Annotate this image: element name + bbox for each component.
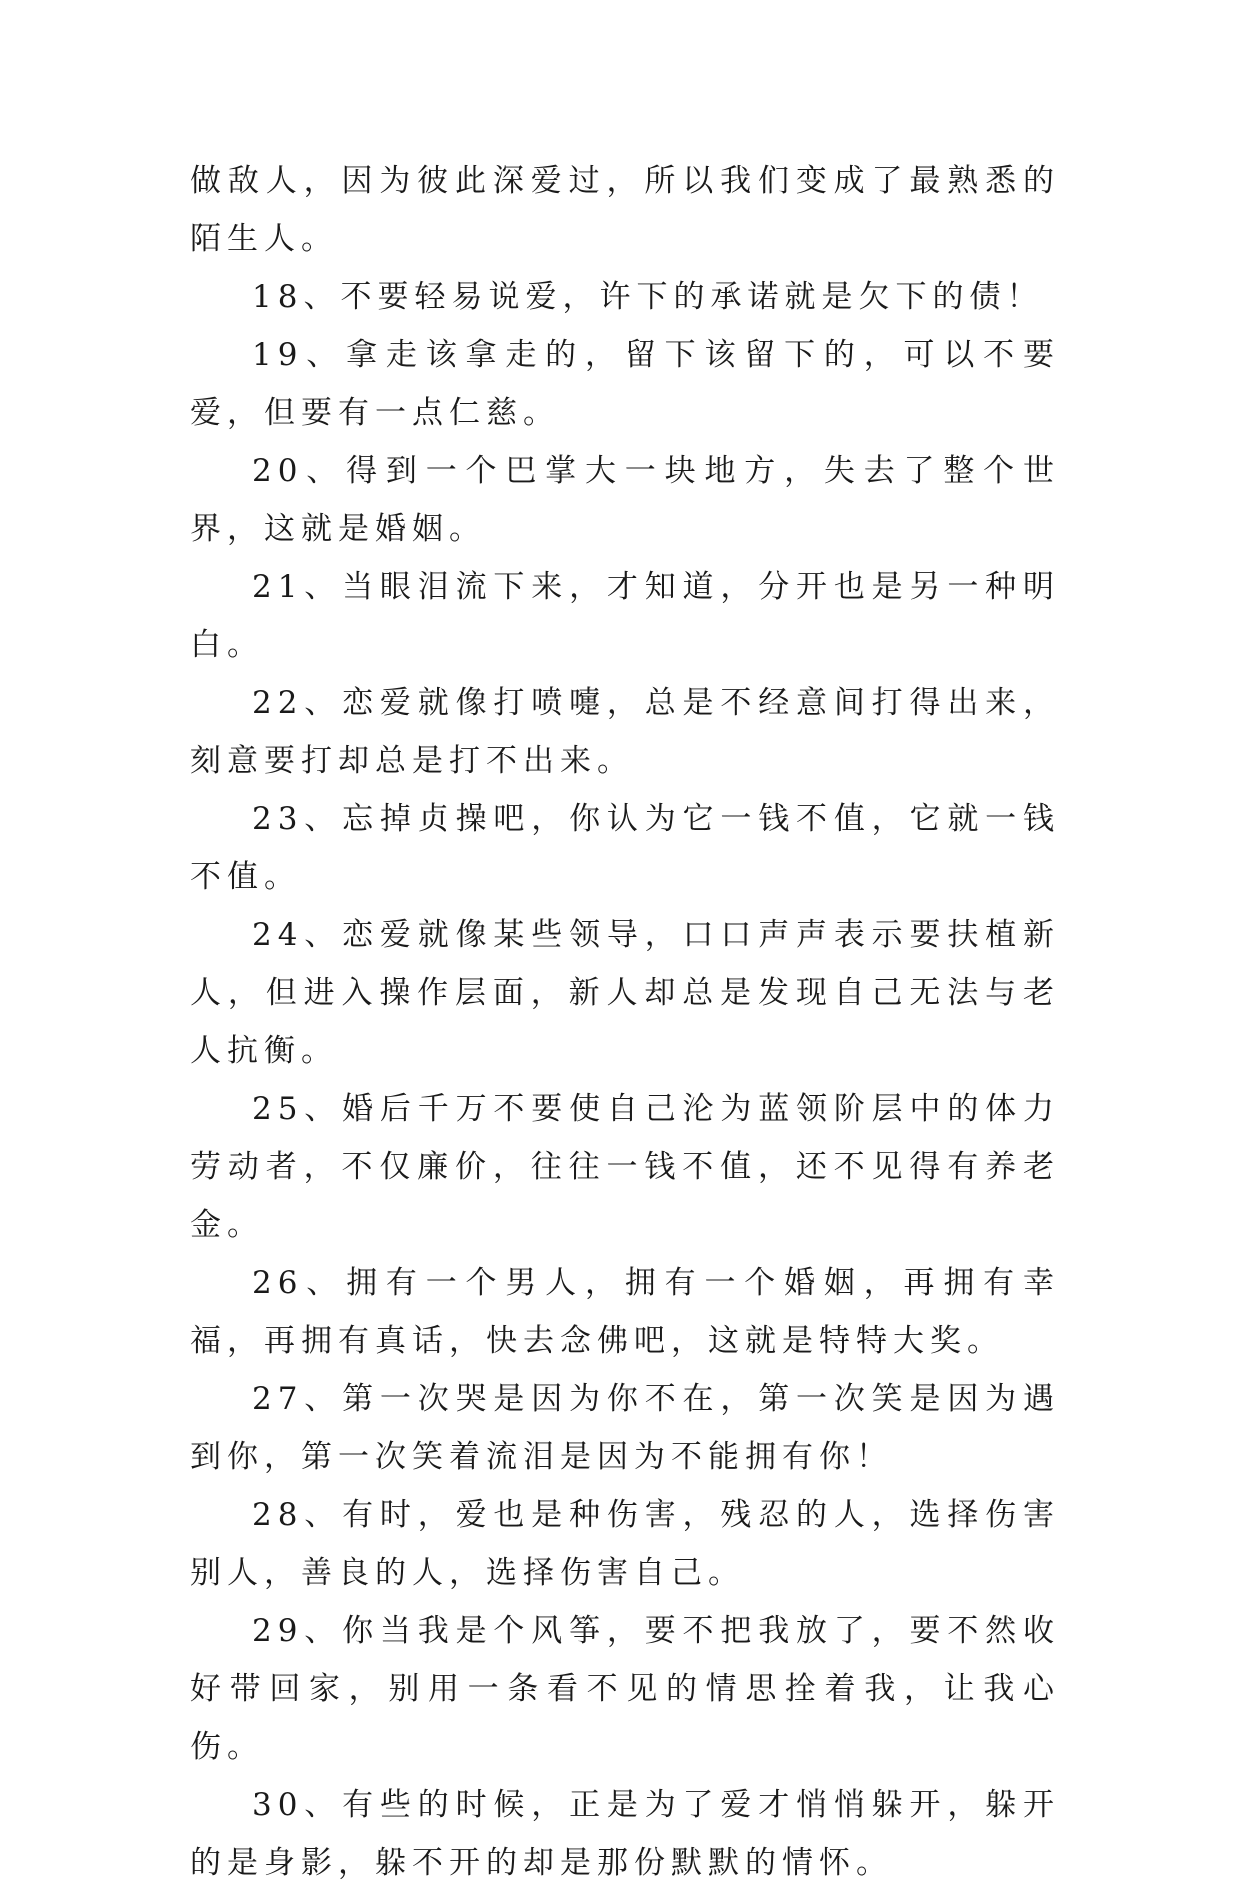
paragraph-27: 27、第一次哭是因为你不在，第一次笑是因为遇到你，第一次笑着流泪是因为不能拥有你！ [190, 1381, 1060, 1475]
paragraph-24: 24、恋爱就像某些领导，口口声声表示要扶植新人，但进入操作层面，新人却总是发现自己无法与老人抗衡。 [190, 917, 1060, 1069]
paragraph-21: 21、当眼泪流下来，才知道，分开也是另一种明白。 [190, 569, 1060, 663]
paragraph-28: 28、有时，爱也是种伤害，残忍的人，选择伤害别人，善良的人，选择伤害自己。 [190, 1497, 1060, 1591]
paragraph-25: 25、婚后千万不要使自己沦为蓝领阶层中的体力劳动者，不仅廉价，往往一钱不值，还不见得有养老金。 [190, 1091, 1060, 1243]
paragraph-19: 19、拿走该拿走的，留下该留下的，可以不要爱，但要有一点仁慈。 [190, 337, 1060, 431]
paragraph-20: 20、得到一个巴掌大一块地方，失去了整个世界，这就是婚姻。 [190, 453, 1060, 547]
paragraph-29: 29、你当我是个风筝，要不把我放了，要不然收好带回家，别用一条看不见的情思拴着我，让我心伤。 [190, 1613, 1060, 1765]
document-body [190, 152, 1060, 1892]
paragraph-22: 22、恋爱就像打喷嚏，总是不经意间打得出来，刻意要打却总是打不出来。 [190, 685, 1060, 779]
paragraph-30: 30、有些的时候，正是为了爱才悄悄躲开，躲开的是身影，躲不开的却是那份默默的情怀。 [190, 1787, 1060, 1881]
paragraph-18: 18、不要轻易说爱，许下的承诺就是欠下的债！ [252, 279, 1044, 315]
paragraph-26: 26、拥有一个男人，拥有一个婚姻，再拥有幸福，再拥有真话，快去念佛吧，这就是特特大奖。 [190, 1265, 1060, 1359]
paragraph-continuation: 做敌人，因为彼此深爱过，所以我们变成了最熟悉的陌生人。 [190, 163, 1060, 257]
paragraph-23: 23、忘掉贞操吧，你认为它一钱不值，它就一钱不值。 [190, 801, 1060, 895]
